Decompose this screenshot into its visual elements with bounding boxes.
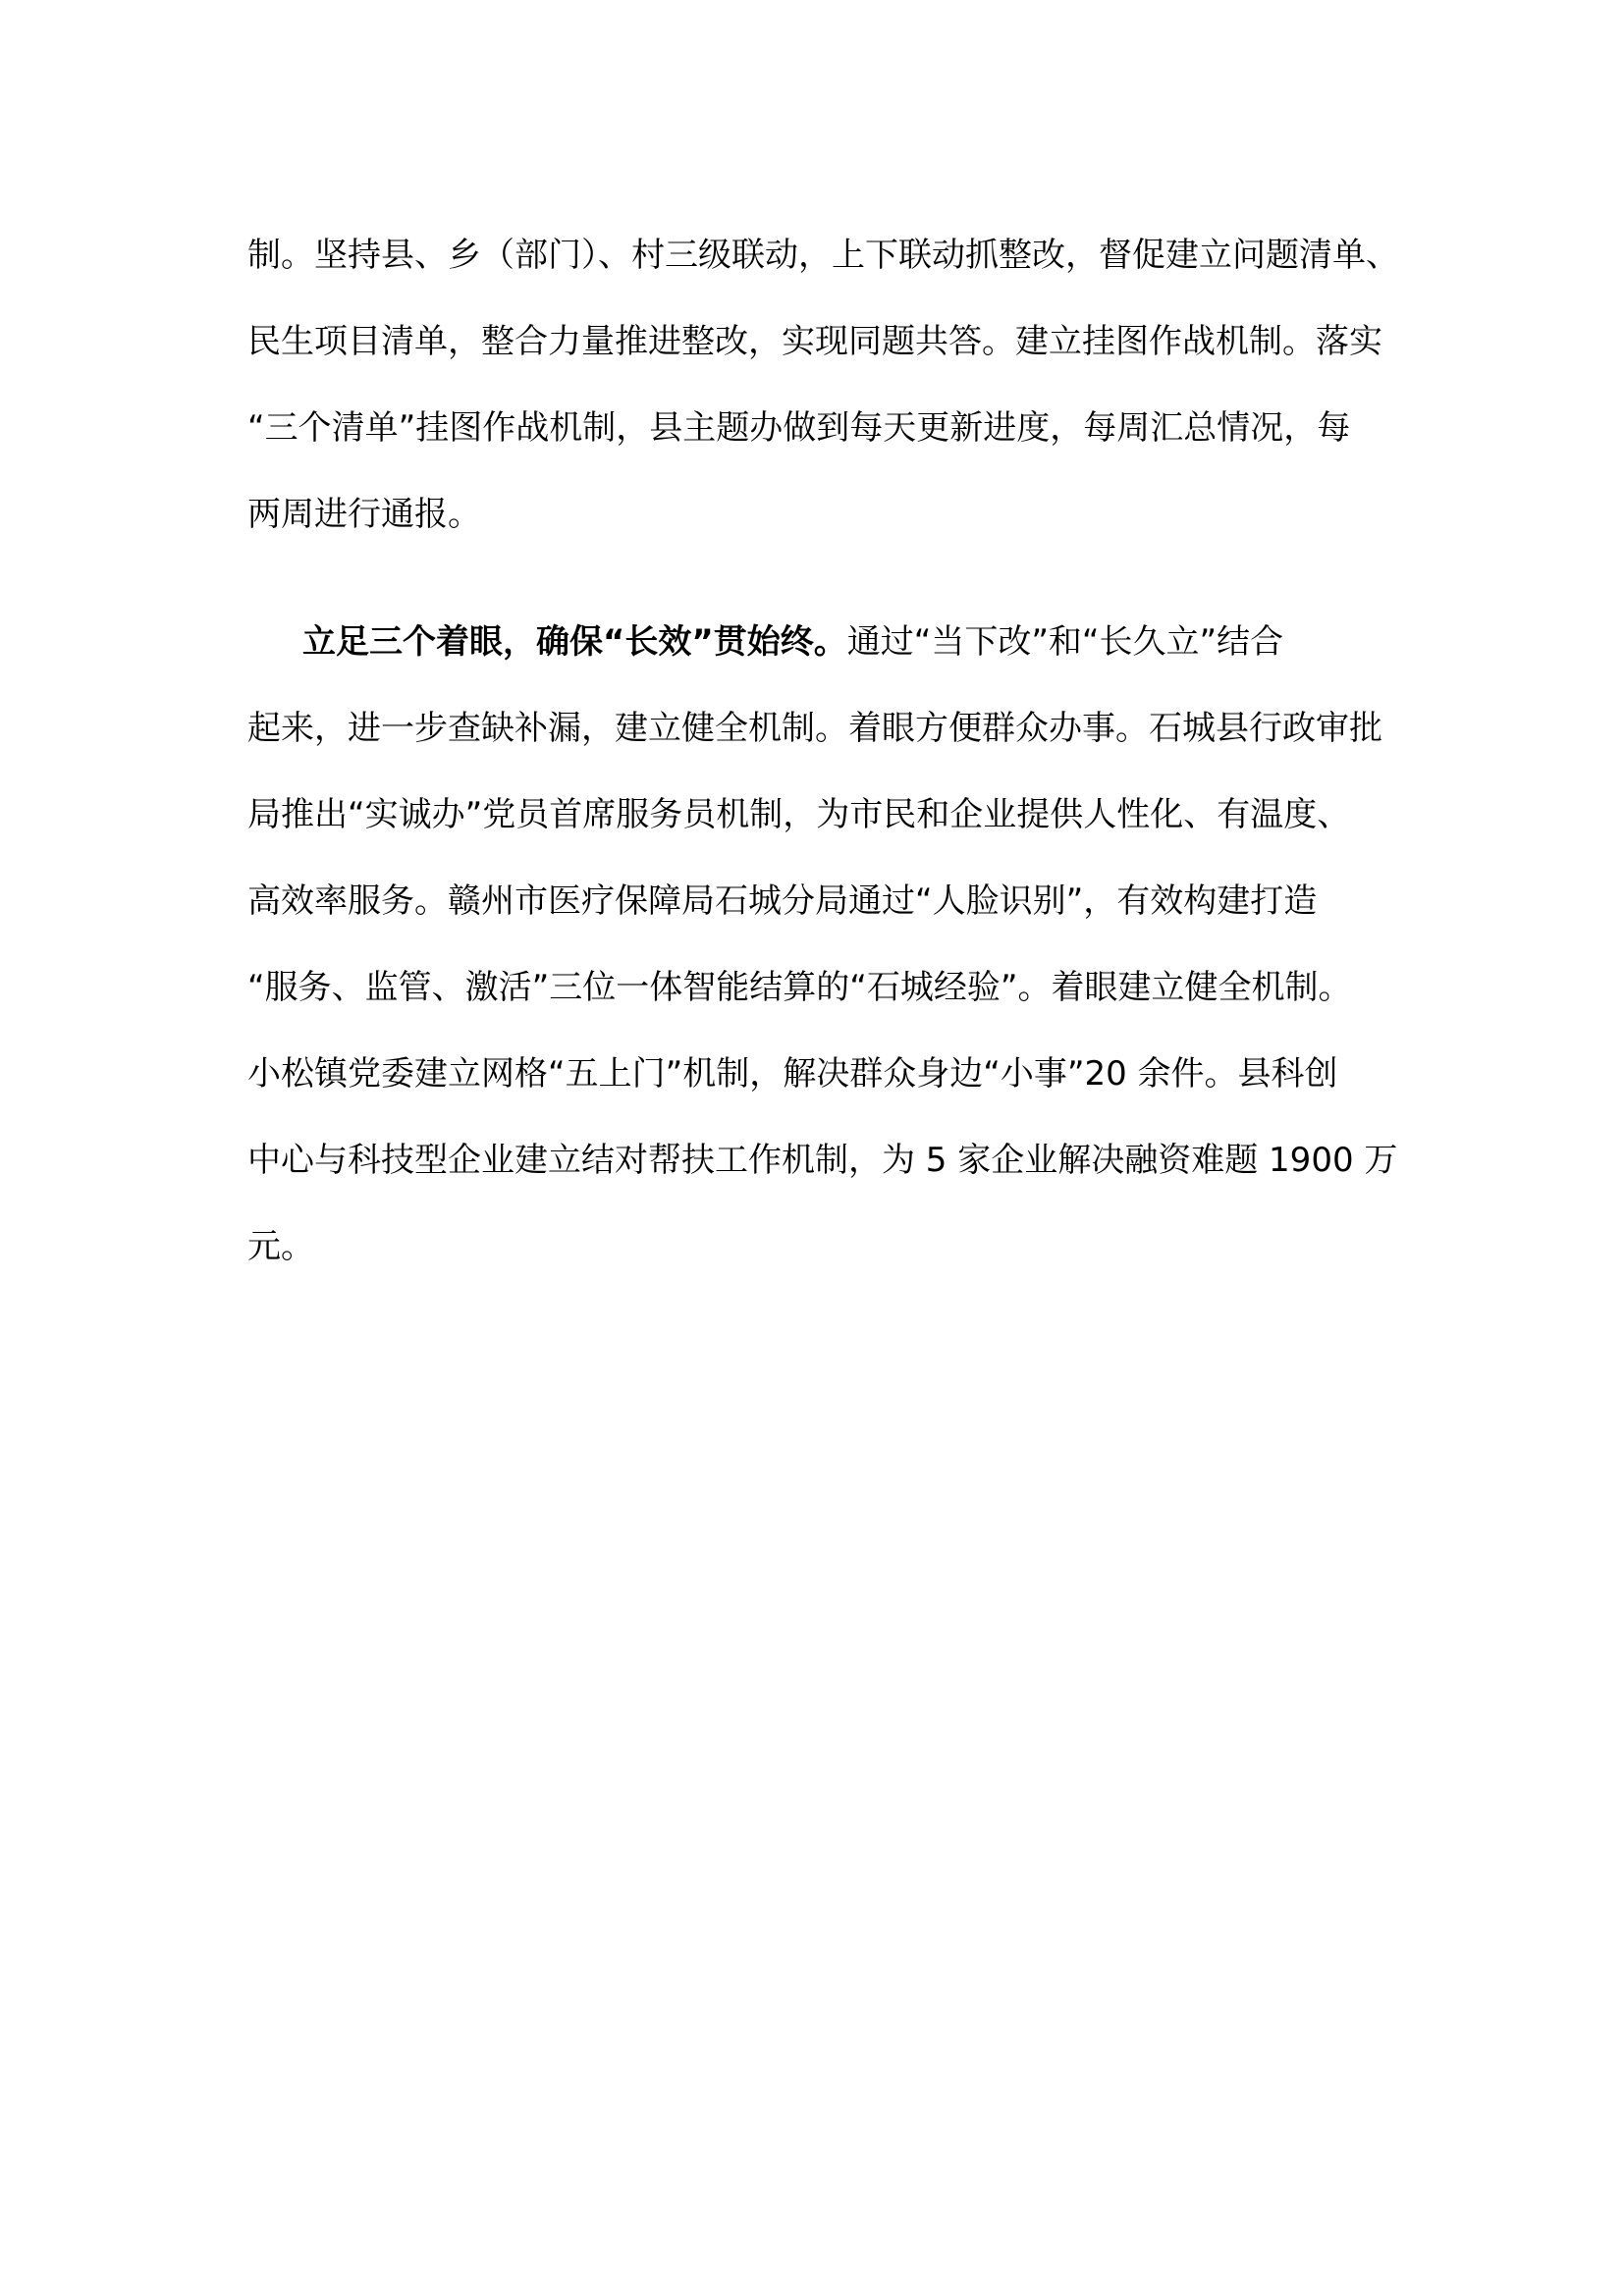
paragraph-1-line-3: “三个清单”挂图作战机制，县主题办做到每天更新进度，每周汇总情况，每 <box>247 408 1351 448</box>
paragraph-2-line-3: 局推出“实诚办”党员首席服务员机制，为市民和企业提供人性化、有温度、 <box>247 795 1351 834</box>
paragraph-1-line-2: 民生项目清单，整合力量推进整改，实现同题共答。建立挂图作战机制。落实 <box>247 322 1382 361</box>
paragraph-1-line-4: 两周进行通报。 <box>247 495 481 534</box>
paragraph-2-line-7: 中心与科技型企业建立结对帮扶工作机制，为 5 家企业解决融资难题 1900 万 <box>247 1141 1398 1180</box>
paragraph-2-line-2: 起来，进一步查缺补漏，建立健全机制。着眼方便群众办事。石城县行政审批 <box>247 709 1382 748</box>
paragraph-1 <box>247 230 1399 575</box>
paragraph-1-line-1: 制。坚持县、乡（部门）、村三级联动，上下联动抓整改，督促建立问题清单、 <box>247 236 1399 275</box>
paragraph-2-line-1-rest: 通过“当下改”和“长久立”结合 <box>846 622 1284 662</box>
paragraph-2-line-1 <box>247 616 1386 703</box>
paragraph-2-heading: 立足三个着眼，确保“长效”贯始终。 <box>302 622 847 662</box>
paragraph-2-line-6: 小松镇党委建立网格“五上门”机制，解决群众身边“小事”20 余件。县科创 <box>247 1054 1338 1094</box>
paragraph-2 <box>247 616 1398 1308</box>
paragraph-2-line-8: 元。 <box>247 1227 314 1266</box>
paragraph-2-line-5: “服务、监管、激活”三位一体智能结算的“石城经验”。着眼建立健全机制。 <box>247 968 1352 1007</box>
paragraph-2-line-4: 高效率服务。赣州市医疗保障局石城分局通过“人脸识别”，有效构建打造 <box>247 881 1318 921</box>
